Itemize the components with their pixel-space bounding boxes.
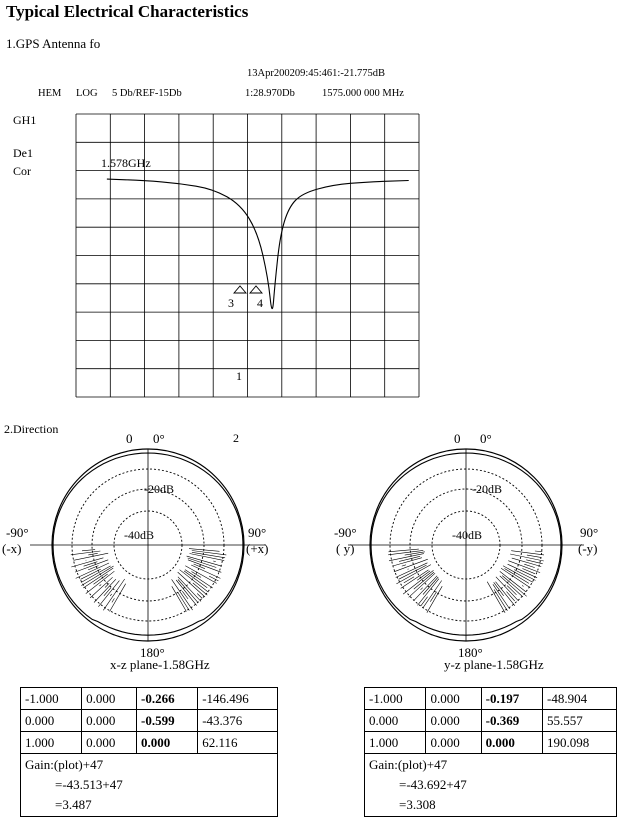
gain-result: =3.308 xyxy=(399,797,436,812)
marker-2-label: 2 xyxy=(233,431,239,445)
polar-yz xyxy=(334,431,598,672)
yz-label-m90: -90° xyxy=(334,525,357,540)
yz-label-my: (-y) xyxy=(578,541,598,556)
table-cell: -0.266 xyxy=(137,688,198,710)
yz-data-table xyxy=(364,687,617,817)
side-label-gh1: GH1 xyxy=(13,113,37,127)
table-cell: -0.197 xyxy=(481,688,542,710)
xz-label-m90: -90° xyxy=(6,525,29,540)
gain-calc: =-43.513+47 xyxy=(55,777,123,792)
yz-plane-title: y-z plane-1.58GHz xyxy=(444,657,544,672)
marker-readout: 1:28.970Db xyxy=(245,88,295,99)
table-row xyxy=(21,732,278,754)
xz-ring-40db: -40dB xyxy=(124,528,154,542)
table-cell: 0.000 xyxy=(82,688,137,710)
table-row xyxy=(365,710,617,732)
table-cell: 190.098 xyxy=(543,732,617,754)
gain-cell xyxy=(365,754,617,817)
xz-data-table xyxy=(20,687,278,817)
table-row xyxy=(365,732,617,754)
table-cell: -48.904 xyxy=(543,688,617,710)
gain-row xyxy=(365,754,617,817)
gain-result: =3.487 xyxy=(55,797,92,812)
table-cell: -0.599 xyxy=(137,710,198,732)
table-cell: -1.000 xyxy=(21,688,82,710)
side-label-de1: De1 xyxy=(13,146,33,160)
yz-label-0: 0 xyxy=(454,431,461,446)
table-row xyxy=(21,710,278,732)
table-cell: 0.000 xyxy=(426,688,481,710)
table-cell: 0.000 xyxy=(82,732,137,754)
gain-row xyxy=(21,754,278,817)
yz-ring-40db: -40dB xyxy=(452,528,482,542)
side-label-cor: Cor xyxy=(13,164,31,178)
table-cell: 0.000 xyxy=(137,732,198,754)
table-cell: 0.000 xyxy=(365,710,426,732)
page-title: Typical Electrical Characteristics xyxy=(6,2,249,21)
xz-label-mx: (-x) xyxy=(2,541,22,556)
xz-plane-title: x-z plane-1.58GHz xyxy=(110,657,210,672)
section-direction: 2.Direction xyxy=(4,422,59,436)
table-cell: 0.000 xyxy=(21,710,82,732)
table-cell: 1.000 xyxy=(365,732,426,754)
gain-formula: Gain:(plot)+47 xyxy=(369,757,448,772)
xz-label-0deg: 0° xyxy=(153,431,165,446)
polar-charts xyxy=(0,431,621,672)
mode-label-1: HEM xyxy=(38,88,62,99)
table-cell: 0.000 xyxy=(82,710,137,732)
xz-label-p90: 90° xyxy=(248,525,267,540)
xz-label-0: 0 xyxy=(126,431,133,446)
xz-label-px: (+x) xyxy=(246,541,269,556)
table-cell: 0.000 xyxy=(426,710,481,732)
timestamp-readout: 13Apr200209:45:461:-21.775dB xyxy=(247,68,385,79)
gain-cell xyxy=(21,754,278,817)
yz-label-y: ( y) xyxy=(336,541,355,556)
xz-ring-20db: -20dB xyxy=(144,482,174,496)
xz-label-180: 180° xyxy=(140,645,165,660)
yz-label-0deg: 0° xyxy=(480,431,492,446)
xz-ripple xyxy=(71,549,227,612)
scale-readout: 5 Db/REF-15Db xyxy=(112,88,182,99)
marker-1-label: 1 xyxy=(236,369,242,383)
polar-xz xyxy=(2,431,269,672)
table-cell: 0.000 xyxy=(426,732,481,754)
table-cell: 1.000 xyxy=(21,732,82,754)
mode-label-2: LOG xyxy=(76,88,98,99)
table-row xyxy=(365,688,617,710)
table-cell: -146.496 xyxy=(198,688,278,710)
table-cell: -43.376 xyxy=(198,710,278,732)
table-cell: 62.116 xyxy=(198,732,278,754)
marker-4-label: 4 xyxy=(257,296,263,310)
marker-3-label: 3 xyxy=(228,296,234,310)
table-cell: 0.000 xyxy=(481,732,542,754)
marker-4-icon xyxy=(250,286,262,293)
yz-label-180: 180° xyxy=(458,645,483,660)
table-cell: -1.000 xyxy=(365,688,426,710)
freq-marker-label: 1.578GHz xyxy=(101,156,151,170)
table-cell: -0.369 xyxy=(481,710,542,732)
yz-ring-20db: -20dB xyxy=(472,482,502,496)
yz-label-p90: 90° xyxy=(580,525,599,540)
table-cell: 55.557 xyxy=(543,710,617,732)
marker-3-icon xyxy=(234,286,246,293)
gain-calc: =-43.692+47 xyxy=(399,777,467,792)
table-row xyxy=(21,688,278,710)
frequency-readout: 1575.000 000 MHz xyxy=(322,88,404,99)
section-gps-antenna: 1.GPS Antenna fo xyxy=(6,36,101,51)
gain-formula: Gain:(plot)+47 xyxy=(25,757,104,772)
